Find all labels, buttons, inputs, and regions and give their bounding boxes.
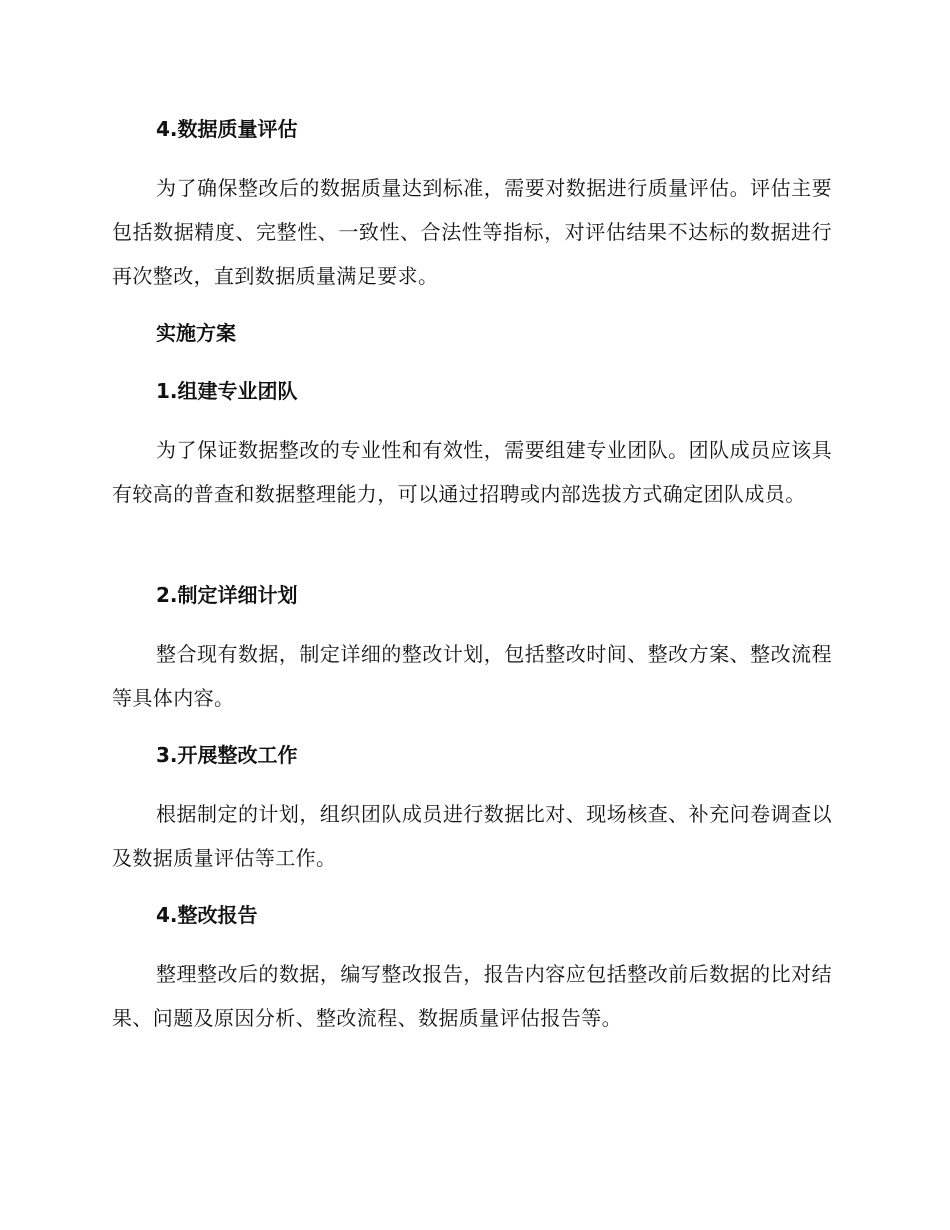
section-heading-implementation-plan: 实施方案 [156,321,236,345]
paragraph-carry-out-rectification: 根据制定的计划，组织团队成员进行数据比对、现场核查、补充问卷调查以及数据质量评估等工作。 [112,802,832,870]
section-heading-data-quality-assessment: 4.数据质量评估 [156,117,298,141]
section-heading-carry-out-rectification: 3.开展整改工作 [156,743,298,767]
paragraph-build-team: 为了保证数据整改的专业性和有效性，需要组建专业团队。团队成员应该具有较高的普查和数据整理能力，可以通过招聘或内部选拔方式确定团队成员。 [112,438,832,506]
paragraph-data-quality-assessment: 为了确保整改后的数据质量达到标准，需要对数据进行质量评估。评估主要包括数据精度、完整性、一致性、合法性等指标，对评估结果不达标的数据进行再次整改，直到数据质量满足要求。 [112,176,832,288]
section-heading-detailed-plan: 2.制定详细计划 [156,583,298,607]
paragraph-detailed-plan: 整合现有数据，制定详细的整改计划，包括整改时间、整改方案、整改流程等具体内容。 [112,642,832,710]
section-heading-rectification-report: 4.整改报告 [156,903,258,927]
paragraph-rectification-report: 整理整改后的数据，编写整改报告，报告内容应包括整改前后数据的比对结果、问题及原因分析、整改流程、数据质量评估报告等。 [112,962,832,1030]
section-heading-build-team: 1.组建专业团队 [156,379,298,403]
